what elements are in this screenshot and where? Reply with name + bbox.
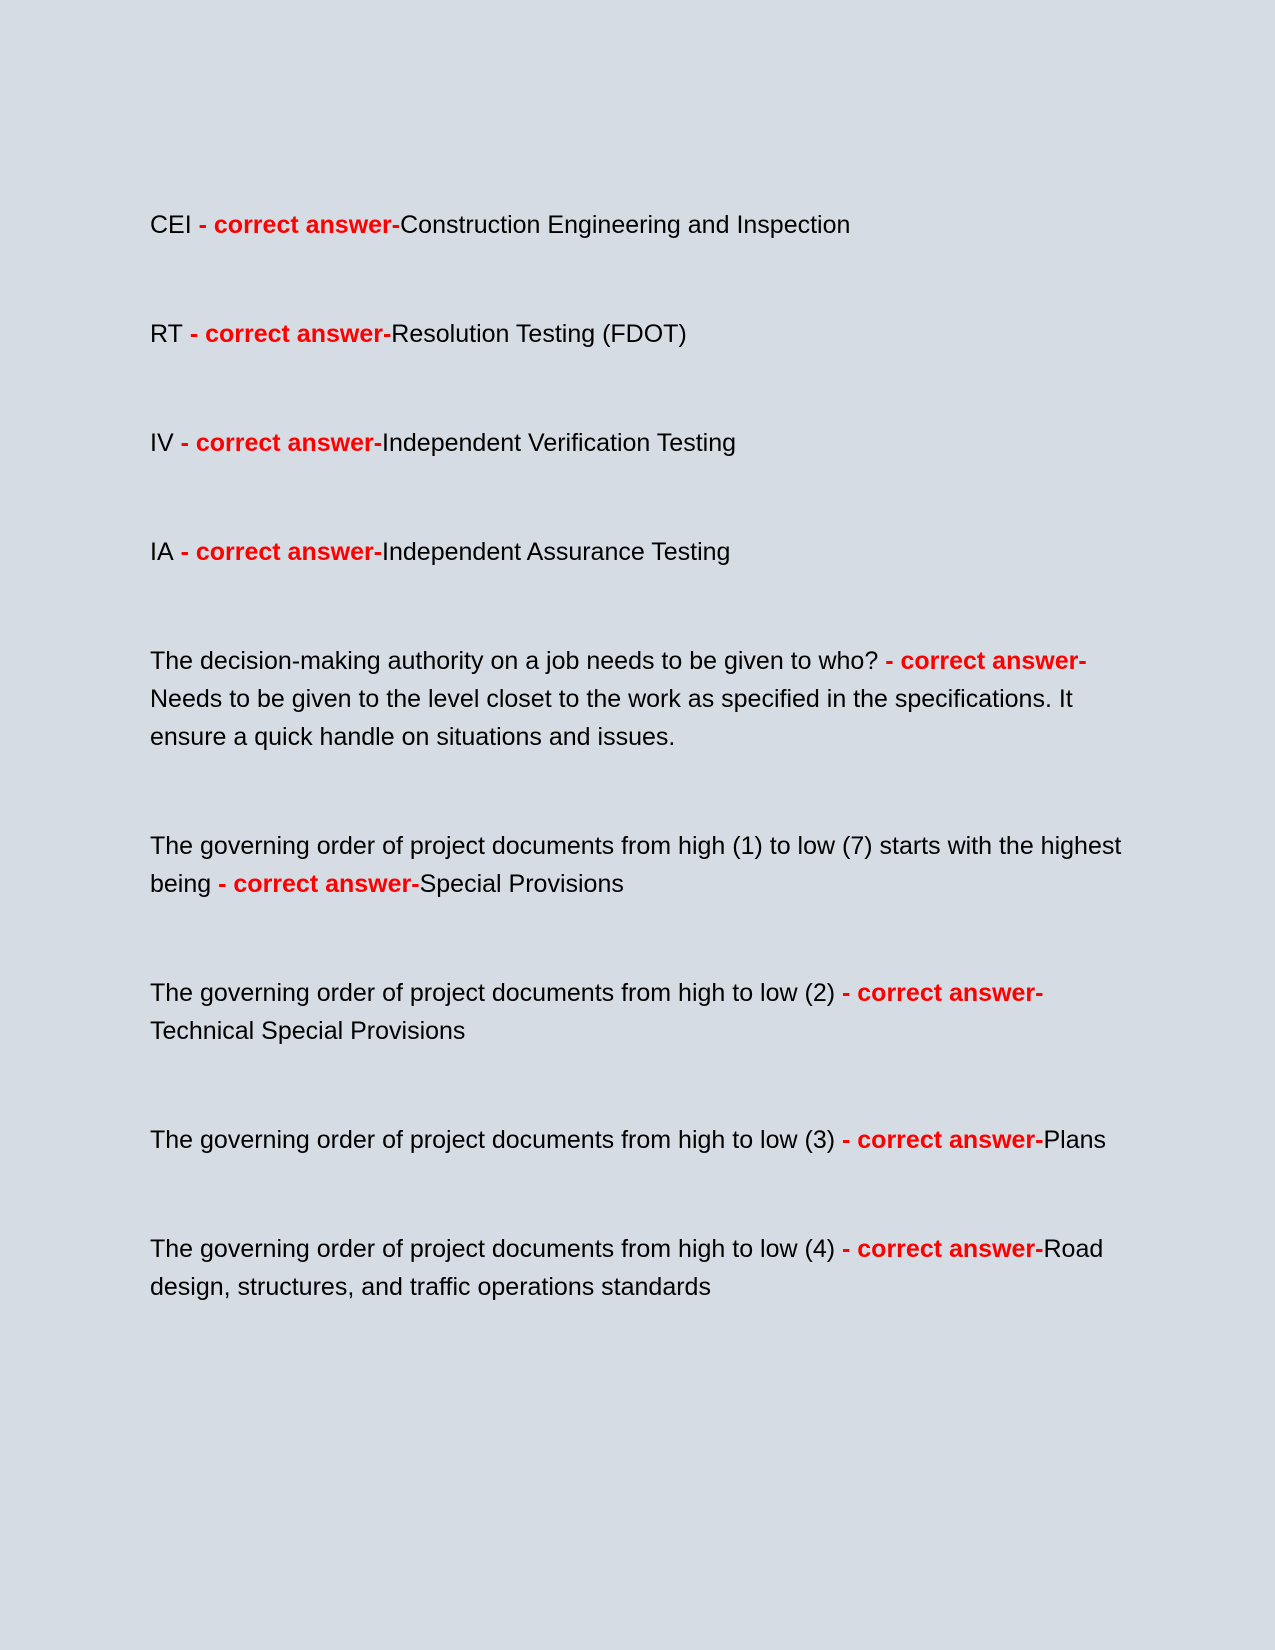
qa-item-governing-order-1: [150, 827, 1125, 903]
qa-item-governing-order-4: [150, 1230, 1125, 1306]
question-text: The governing order of project documents from high to low (4): [150, 1235, 836, 1263]
qa-item-ia: [150, 533, 1125, 571]
qa-item-governing-order-3: [150, 1121, 1125, 1159]
answer-text: Construction Engineering and Inspection: [400, 211, 851, 239]
question-text: CEI: [150, 211, 192, 239]
correct-answer-separator: - correct answer-: [835, 1126, 1044, 1154]
qa-item-cei: [150, 206, 1125, 244]
answer-text: Independent Assurance Testing: [382, 538, 731, 566]
qa-item-iv: [150, 424, 1125, 462]
question-text: RT: [150, 320, 183, 348]
question-text: IV: [150, 429, 174, 457]
answer-text: Independent Verification Testing: [382, 429, 737, 457]
qa-item-decision-authority: [150, 642, 1125, 756]
question-text: IA: [150, 538, 174, 566]
question-text: The governing order of project documents from high to low (2): [150, 979, 836, 1007]
correct-answer-separator: - correct answer-: [182, 320, 392, 348]
correct-answer-separator: - correct answer-: [211, 870, 420, 898]
question-text: The governing order of project documents from high (1) to low (7) starts with the highest being: [150, 832, 1122, 898]
correct-answer-separator: - correct answer-: [835, 979, 1044, 1007]
answer-text: Needs to be given to the level closet to the work as specified in the specifications. It ensure a quick handle on situations and issues.: [150, 685, 1073, 751]
question-text: The decision-making authority on a job needs to be given to who?: [150, 647, 879, 675]
answer-text: Road design, structures, and traffic operations standards: [150, 1235, 1104, 1301]
qa-list: [150, 206, 1125, 1377]
answer-text: Technical Special Provisions: [150, 1017, 466, 1045]
correct-answer-separator: - correct answer-: [878, 647, 1087, 675]
answer-text: Special Provisions: [419, 870, 624, 898]
answer-text: Plans: [1043, 1126, 1107, 1154]
correct-answer-separator: - correct answer-: [191, 211, 401, 239]
qa-item-rt: [150, 315, 1125, 353]
qa-item-governing-order-2: [150, 974, 1125, 1050]
answer-text: Resolution Testing (FDOT): [391, 320, 687, 348]
correct-answer-separator: - correct answer-: [835, 1235, 1044, 1263]
question-text: The governing order of project documents from high to low (3): [150, 1126, 836, 1154]
correct-answer-separator: - correct answer-: [173, 429, 383, 457]
correct-answer-separator: - correct answer-: [173, 538, 383, 566]
